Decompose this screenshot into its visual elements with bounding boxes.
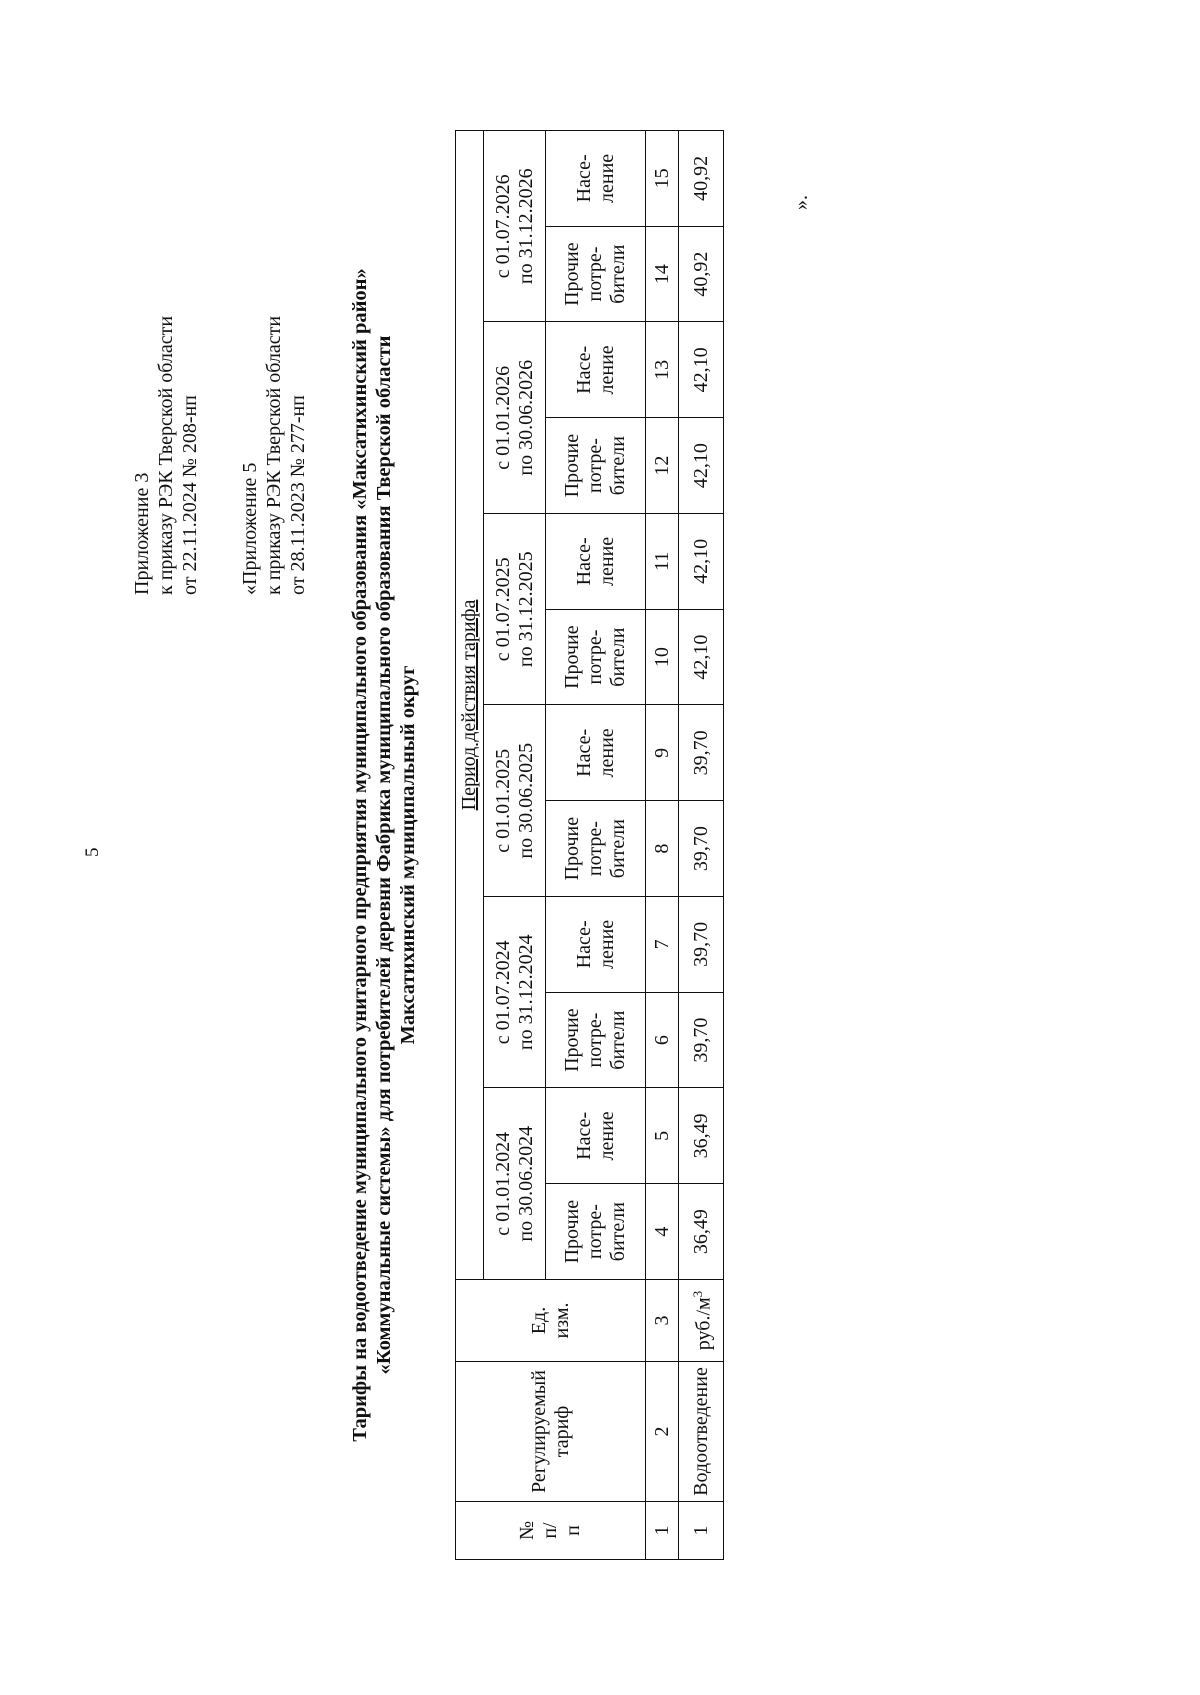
- header-population: [546, 705, 646, 801]
- header-tariff-line: тариф: [550, 1405, 573, 1458]
- row-number: 1: [679, 1502, 724, 1560]
- header-other-consumers: [546, 418, 646, 514]
- header-other-consumers-line: Прочие: [561, 433, 583, 498]
- period-to: по 30.06.2024: [514, 1125, 537, 1242]
- column-number: 15: [646, 131, 679, 227]
- header-other-consumers-line: потре-: [584, 821, 606, 877]
- period-to: по 30.06.2025: [514, 742, 537, 859]
- tariff-value: 39,70: [679, 897, 724, 993]
- header-no: [456, 1502, 646, 1560]
- header-population-line: Насе-: [572, 345, 595, 394]
- column-number: 12: [646, 418, 679, 514]
- tariff-value: 42,10: [679, 322, 724, 418]
- period-dates-cell: [484, 514, 546, 706]
- header-population-line: ление: [595, 536, 618, 586]
- page-number: 5: [82, 847, 103, 857]
- header-other-consumers: [546, 226, 646, 322]
- tariff-value: 42,10: [679, 514, 724, 610]
- appendix-3-line: Приложение 3: [131, 472, 153, 595]
- appendix-3-line: к приказу РЭК Тверской области: [155, 315, 177, 595]
- period-dates-cell: [484, 897, 546, 1089]
- appendix-5-line: к приказу РЭК Тверской области: [263, 315, 285, 595]
- unit-base: руб./м: [692, 1297, 715, 1351]
- header-other-consumers: [546, 992, 646, 1088]
- header-other-consumers: [546, 1184, 646, 1280]
- column-number: 2: [646, 1362, 679, 1502]
- header-other-consumers-line: потре-: [584, 1204, 606, 1260]
- period-to: по 31.12.2024: [514, 934, 537, 1051]
- tariff-value: 42,10: [679, 418, 724, 514]
- period-dates-cell: [484, 1088, 546, 1280]
- appendix-3-line: от 22.11.2024 № 208-нп: [179, 395, 201, 595]
- header-other-consumers-line: бители: [607, 1202, 629, 1262]
- title-line: «Коммунальные системы» для потребителей деревни Фабрика муниципального образования Тверской области: [373, 335, 395, 1375]
- header-unit: [456, 1280, 646, 1362]
- row-tariff-name: Водоотведение: [679, 1362, 724, 1502]
- column-number: 10: [646, 609, 679, 705]
- period-from: с 01.01.2025: [491, 748, 514, 853]
- column-number: 7: [646, 897, 679, 993]
- column-number: 1: [646, 1502, 679, 1560]
- header-other-consumers-line: бители: [607, 627, 629, 687]
- period-to: по 30.06.2026: [514, 359, 537, 476]
- tariff-value: 39,70: [679, 705, 724, 801]
- header-other-consumers-line: Прочие: [561, 816, 583, 881]
- header-population: [546, 897, 646, 993]
- closing-mark: ».: [790, 195, 812, 210]
- header-other-consumers-line: потре-: [584, 246, 606, 302]
- column-number: 13: [646, 322, 679, 418]
- header-no-line: п/: [539, 1522, 561, 1539]
- header-other-consumers-line: бители: [607, 819, 629, 879]
- period-from: с 01.01.2024: [491, 1131, 514, 1236]
- header-other-consumers-line: Прочие: [561, 1008, 583, 1072]
- header-population-line: Насе-: [572, 154, 595, 203]
- header-population-line: ление: [595, 1111, 618, 1161]
- tariff-value: 39,70: [679, 992, 724, 1088]
- column-number: 6: [646, 992, 679, 1088]
- header-population-line: ление: [595, 153, 618, 203]
- header-population-line: ление: [595, 728, 618, 778]
- header-period: Период действия тарифа: [456, 131, 484, 1280]
- header-no-line: п: [562, 1525, 584, 1536]
- header-no-line: №: [516, 1520, 538, 1541]
- tariff-value: 40,92: [679, 131, 724, 227]
- header-population-line: ление: [595, 919, 618, 969]
- header-other-consumers-line: потре-: [584, 1012, 606, 1068]
- header-population-line: Насе-: [572, 537, 595, 586]
- appendix-5-header: [238, 316, 310, 595]
- period-dates-cell: [484, 705, 546, 897]
- header-tariff-line: Регулируемый: [527, 1370, 550, 1493]
- period-dates-cell: [484, 322, 546, 514]
- header-population-line: ление: [595, 345, 618, 395]
- header-other-consumers: [546, 609, 646, 705]
- period-dates-cell: [484, 131, 546, 323]
- tariff-table: [455, 130, 724, 1560]
- row-unit: [679, 1280, 724, 1362]
- tariff-value: 40,92: [679, 226, 724, 322]
- tariff-value: 42,10: [679, 609, 724, 705]
- period-from: с 01.01.2026: [491, 365, 514, 470]
- unit-superscript: 3: [690, 1290, 706, 1298]
- column-number: 8: [646, 801, 679, 897]
- tariff-value: 36,49: [679, 1088, 724, 1184]
- appendix-3-header: [130, 316, 202, 595]
- tariff-value: 39,70: [679, 801, 724, 897]
- header-other-consumers-line: Прочие: [561, 625, 583, 689]
- period-from: с 01.07.2026: [491, 174, 514, 279]
- header-population: [546, 1088, 646, 1184]
- header-population: [546, 322, 646, 418]
- appendix-5-line: от 28.11.2023 № 277-нп: [287, 395, 309, 595]
- header-other-consumers-line: потре-: [584, 629, 606, 685]
- header-other-consumers-line: потре-: [584, 438, 606, 494]
- title-line: Максатихинский муниципальный округ: [397, 665, 419, 1045]
- column-number: 4: [646, 1184, 679, 1280]
- header-other-consumers-line: Прочие: [561, 242, 583, 306]
- tariff-value: 36,49: [679, 1184, 724, 1280]
- period-to: по 31.12.2025: [514, 551, 537, 668]
- period-to: по 31.12.2026: [514, 168, 537, 285]
- header-unit-line: изм.: [550, 1302, 573, 1339]
- header-other-consumers: [546, 801, 646, 897]
- period-from: с 01.07.2025: [491, 557, 514, 662]
- column-number: 9: [646, 705, 679, 801]
- header-population: [546, 131, 646, 227]
- header-population-line: Насе-: [572, 920, 595, 969]
- period-from: с 01.07.2024: [491, 940, 514, 1045]
- header-other-consumers-line: бители: [607, 244, 629, 304]
- header-unit-line: Ед.: [527, 1306, 550, 1335]
- column-number: 5: [646, 1088, 679, 1184]
- column-number: 11: [646, 514, 679, 610]
- header-tariff: [456, 1362, 646, 1502]
- appendix-5-line: «Приложение 5: [239, 462, 261, 595]
- header-population-line: Насе-: [572, 1111, 595, 1160]
- column-number: 3: [646, 1280, 679, 1362]
- document-title: [348, 235, 420, 1475]
- header-other-consumers-line: бители: [607, 1010, 629, 1070]
- column-number: 14: [646, 226, 679, 322]
- header-other-consumers-line: Прочие: [561, 1199, 583, 1264]
- title-line: Тарифы на водоотведение муниципального унитарного предприятия муниципального образования «Максатихинский район»: [349, 268, 371, 1442]
- header-population: [546, 514, 646, 610]
- header-other-consumers-line: бители: [607, 436, 629, 496]
- header-population-line: Насе-: [572, 728, 595, 777]
